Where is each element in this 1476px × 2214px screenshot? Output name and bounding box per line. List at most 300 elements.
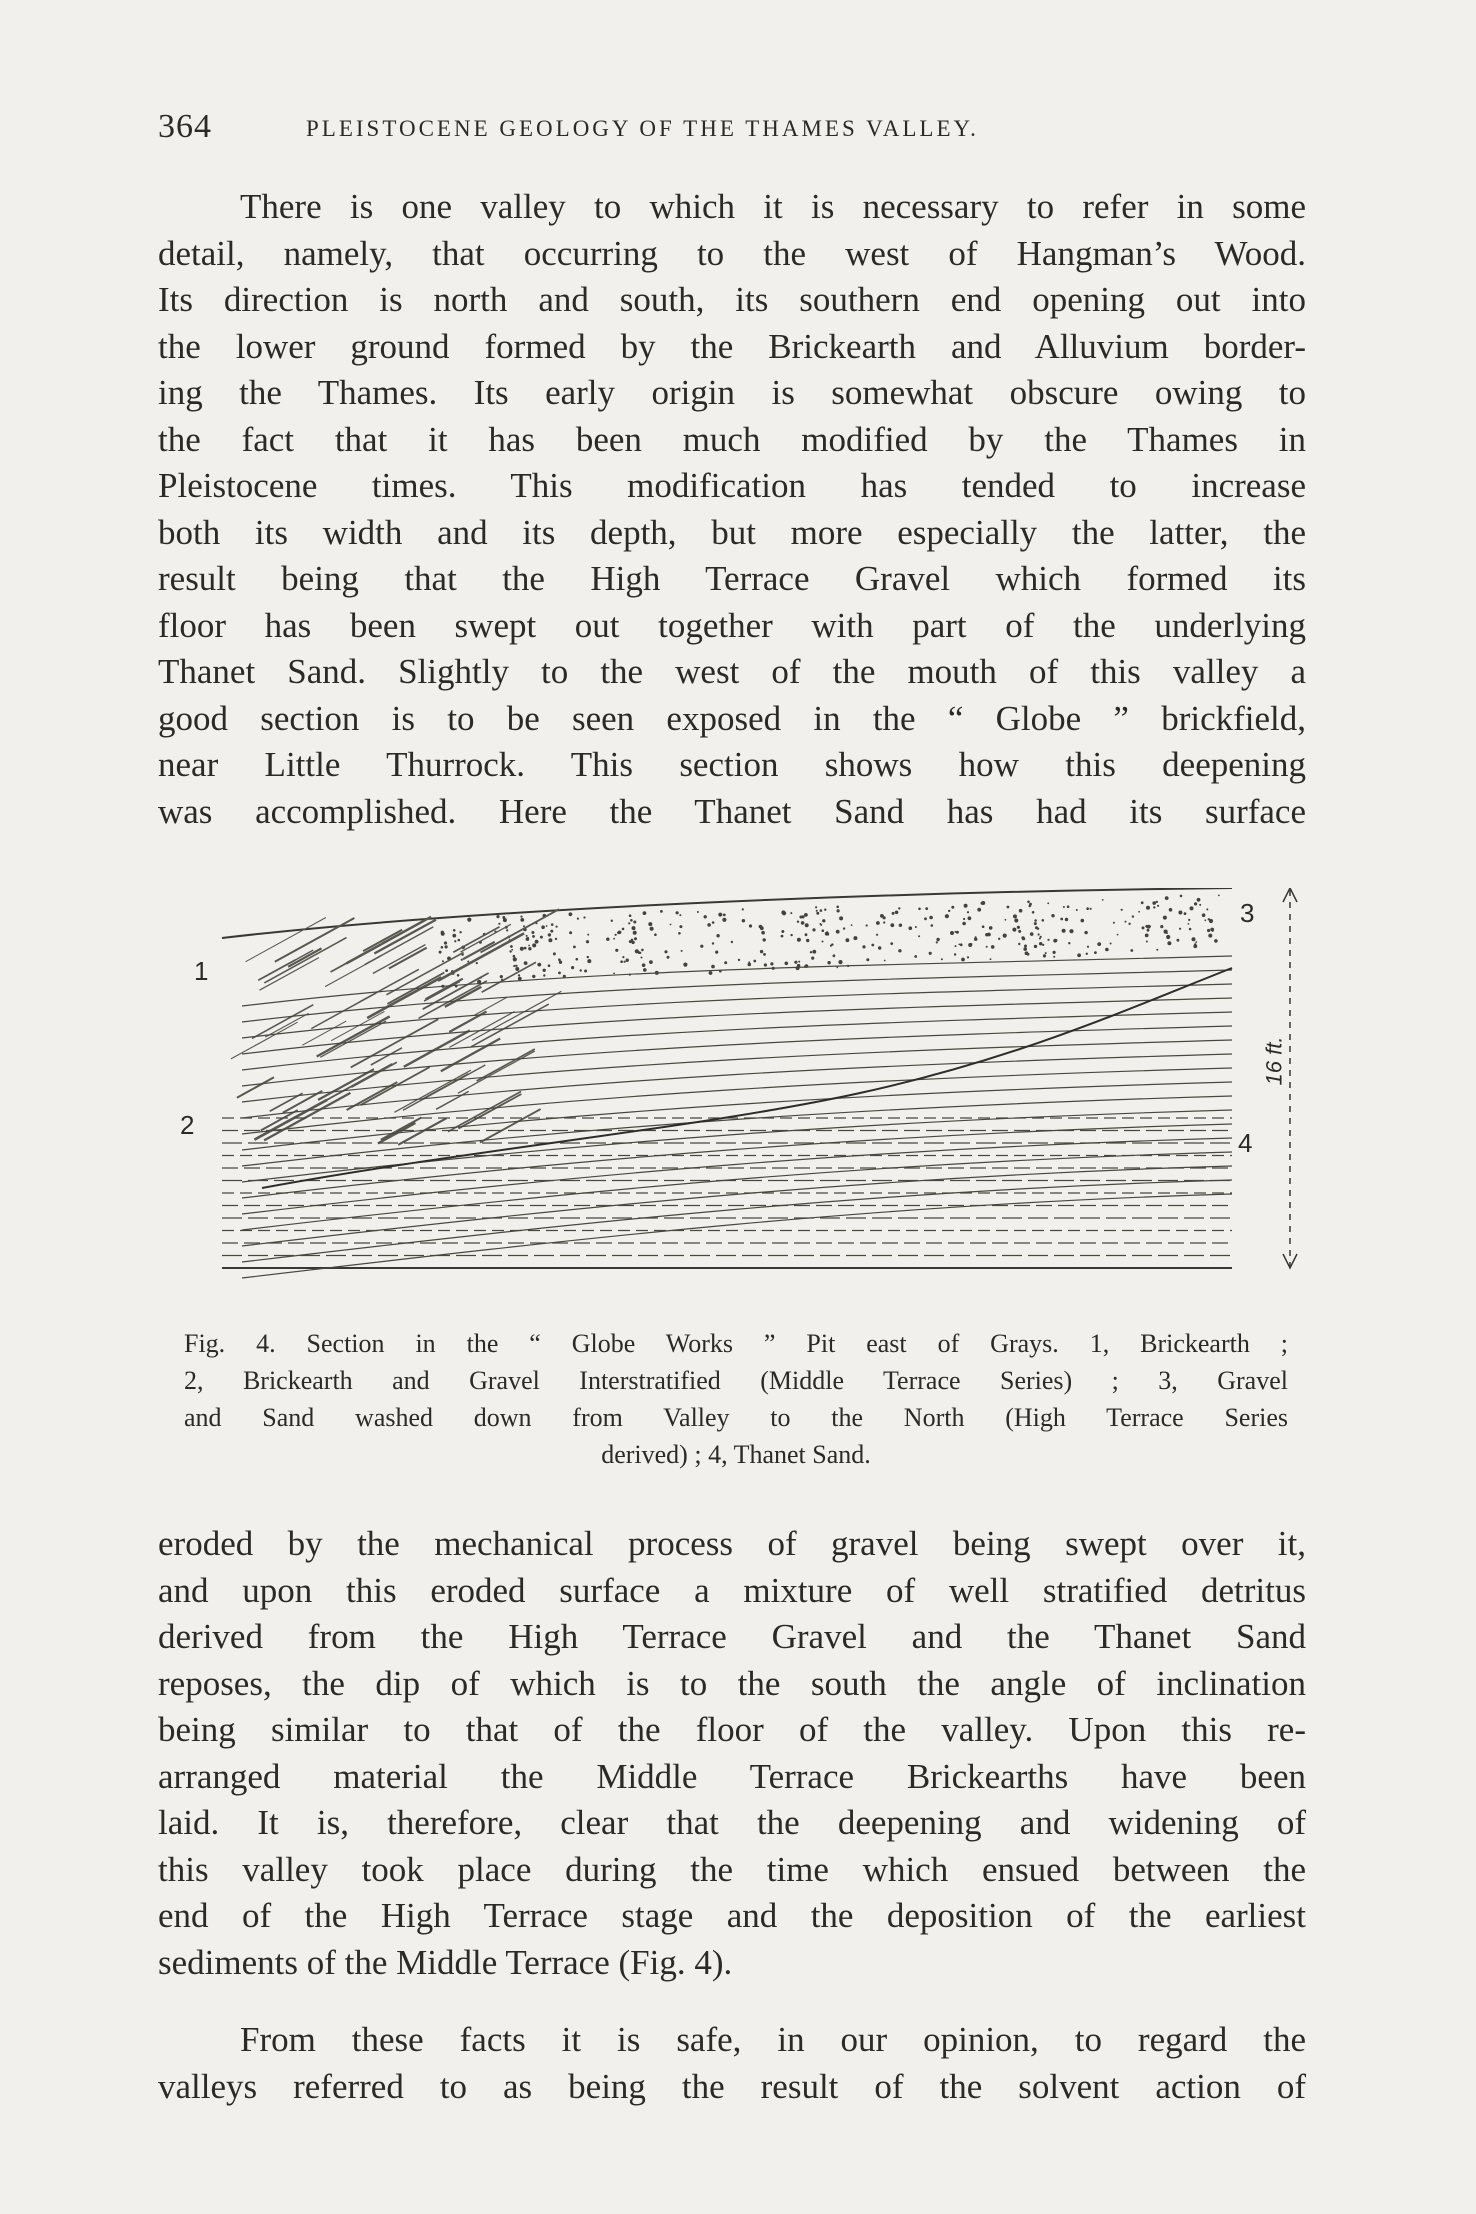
gravel-dot — [1022, 937, 1025, 940]
gravel-dot — [816, 910, 818, 912]
caption-line: and Sand washed down from Valley to the North (High Terrace Series — [184, 1403, 1288, 1432]
text-line: being similar to that of the floor of the valley. Upon this re- — [158, 1710, 1306, 1749]
gravel-dot — [890, 942, 893, 945]
brickearth-hatch — [394, 1070, 471, 1112]
gravel-dot — [442, 960, 444, 962]
brickearth-hatch — [436, 1091, 469, 1109]
text-line: arranged material the Middle Terrace Brickearths have been — [158, 1756, 1306, 1796]
gravel-dot — [1013, 914, 1017, 918]
gravel-dot — [918, 935, 920, 937]
gravel-dot — [553, 952, 556, 955]
gravel-dot — [453, 929, 456, 932]
brickearth-hatch — [441, 1039, 500, 1072]
gravel-dot — [1012, 928, 1016, 932]
gravel-dot — [1177, 939, 1180, 942]
gravel-dot — [948, 910, 950, 912]
gravel-dot — [1081, 919, 1085, 923]
gravel-dot — [1163, 916, 1167, 920]
gravel-dot — [1053, 939, 1057, 943]
gravel-dot — [1208, 934, 1212, 938]
gravel-dot — [815, 906, 817, 908]
gravel-dot — [1038, 933, 1040, 935]
gravel-dot — [681, 950, 683, 952]
gravel-dot — [664, 950, 667, 953]
gravel-dot — [961, 958, 965, 962]
gravel-dot — [697, 911, 699, 913]
layer-label-2: 2 — [180, 1110, 195, 1140]
text-line: Pleistocene times. This modification has tended to increase — [158, 466, 1306, 505]
gravel-dot — [712, 921, 715, 924]
gravel-dot — [540, 936, 543, 939]
gravel-dot — [439, 951, 442, 954]
gravel-dot — [1138, 911, 1140, 913]
gravel-dot — [1018, 930, 1021, 933]
gravel-dot — [515, 967, 519, 971]
gravel-dot — [1034, 922, 1037, 925]
gravel-dot — [820, 924, 822, 926]
gravel-dot — [670, 924, 672, 926]
gravel-dot — [532, 943, 536, 947]
caption-line: derived) ; 4, Thanet Sand. — [601, 1440, 871, 1469]
gravel-dot — [951, 906, 954, 909]
gravel-dot — [781, 910, 785, 914]
gravel-dot — [1039, 938, 1041, 940]
gravel-dot — [496, 915, 499, 918]
text-line: and upon this eroded surface a mixture of well stratified detritus — [158, 1570, 1306, 1610]
layer-label-1: 1 — [194, 956, 209, 986]
gravel-dot — [1065, 918, 1068, 921]
gravel-dot — [723, 914, 726, 917]
gravel-dot — [820, 909, 823, 912]
gravel-dot — [964, 904, 968, 908]
gravel-dot — [1125, 921, 1127, 923]
gravel-dot — [1190, 906, 1194, 910]
gravel-dot — [537, 963, 541, 967]
gravel-dot — [1179, 928, 1181, 930]
gravel-dot — [967, 911, 969, 913]
gravel-dot — [1086, 953, 1088, 955]
gravel-dot — [1207, 929, 1210, 932]
gravel-dot — [520, 918, 524, 922]
gravel-dot — [1209, 919, 1213, 923]
gravel-dot — [977, 908, 981, 912]
gravel-dot — [1047, 939, 1049, 941]
gravel-dot — [526, 935, 528, 937]
gravel-dot — [1204, 919, 1206, 921]
gravel-dot — [571, 966, 574, 969]
gravel-dot — [1146, 906, 1150, 910]
gravel-dot — [1043, 954, 1046, 957]
brickearth-hatch — [315, 1064, 392, 1107]
gravel-dot — [511, 949, 513, 951]
gravel-dot — [559, 961, 562, 964]
gravel-dot — [1202, 913, 1206, 917]
gravel-dot — [622, 928, 625, 931]
brickearth-hatch — [360, 969, 419, 1002]
gravel-dot — [1199, 904, 1201, 906]
gravel-dot — [1105, 948, 1109, 952]
gravel-dot — [763, 953, 766, 956]
gravel-dot — [550, 930, 553, 933]
gravel-dot — [1153, 906, 1155, 908]
gravel-dot — [974, 938, 977, 941]
gravel-dot — [866, 958, 869, 961]
gravel-dot — [679, 914, 681, 916]
brickearth-hatch — [458, 1051, 535, 1093]
gravel-dot — [1156, 949, 1158, 951]
gravel-dot — [584, 970, 587, 973]
gravel-dot — [630, 919, 633, 922]
gravel-dot — [569, 931, 572, 934]
gravel-dot — [1067, 905, 1070, 908]
text-line: end of the High Terrace stage and the deposition of the earliest — [158, 1896, 1306, 1935]
gravel-dot — [1030, 932, 1034, 936]
gravel-dot — [615, 934, 617, 936]
text-line: this valley took place during the time which ensued between the — [158, 1849, 1306, 1889]
gravel-dot — [445, 969, 448, 972]
text-line: the fact that it has been much modified by the Thames in — [158, 419, 1306, 459]
bedding-line — [242, 1040, 1232, 1102]
gravel-dot — [1128, 923, 1130, 925]
gravel-dot — [924, 917, 927, 920]
text-line: sediments of the Middle Terrace (Fig. 4). — [158, 1942, 733, 1982]
gravel-dot — [1218, 895, 1220, 897]
gravel-dot — [444, 941, 447, 944]
text-line: good section is to be seen exposed in the “ Globe ” brickfield, — [158, 698, 1306, 738]
section-drawing — [180, 888, 1310, 1288]
gravel-dot — [826, 932, 829, 935]
gravel-dot — [620, 960, 623, 963]
gravel-dot — [1045, 952, 1047, 954]
gravel-dot — [862, 945, 865, 948]
gravel-dot — [587, 934, 589, 936]
text-line: the lower ground formed by the Brickearth and Alluvium border- — [158, 326, 1306, 366]
layer-label-4: 4 — [1238, 1128, 1253, 1158]
gravel-dot — [898, 907, 900, 909]
gravel-dot — [954, 953, 956, 955]
gravel-dot — [936, 941, 938, 943]
gravel-dot — [1019, 909, 1023, 913]
gravel-dot — [1034, 945, 1037, 948]
gravel-dot — [1086, 907, 1089, 910]
text-line: eroded by the mechanical process of gravel being swept over it, — [158, 1524, 1306, 1563]
text-line: derived from the High Terrace Gravel and the Thanet Sand — [158, 1617, 1306, 1656]
gravel-dot — [506, 929, 508, 931]
text-line: result being that the High Terrace Gravel which formed its — [158, 559, 1306, 598]
gravel-dot — [878, 946, 881, 949]
gravel-dot — [569, 912, 573, 916]
gravel-dot — [1157, 905, 1159, 907]
gravel-dot — [555, 938, 557, 940]
gravel-dot — [941, 958, 943, 960]
gravel-dot — [1042, 944, 1044, 946]
gravel-dot — [643, 968, 647, 972]
gravel-dot — [1206, 908, 1208, 910]
gravel-dot — [797, 964, 800, 967]
gravel-dot — [628, 922, 630, 924]
gravel-dot — [955, 945, 957, 947]
gravel-dot — [629, 914, 632, 917]
gravel-dot — [914, 955, 917, 958]
gravel-dot — [700, 945, 703, 948]
gravel-dot — [790, 912, 792, 914]
gravel-dot — [898, 949, 901, 952]
gravel-dot — [1184, 912, 1187, 915]
brickearth-hatch — [237, 1077, 274, 1097]
gravel-dot — [660, 910, 663, 913]
ground-surface-line — [222, 888, 1232, 938]
gravel-dot — [968, 916, 972, 920]
gravel-dot — [1121, 909, 1123, 911]
gravel-dot — [531, 931, 534, 934]
gravel-dot — [843, 927, 845, 929]
gravel-dot — [989, 926, 993, 930]
gravel-dot — [577, 918, 579, 920]
gravel-dot — [1178, 911, 1182, 915]
bedding-line — [242, 1026, 1232, 1086]
bedding-line — [242, 1194, 1232, 1278]
text-line: both its width and its depth, but more especially the latter, the — [158, 512, 1306, 552]
gravel-dot — [1167, 941, 1171, 945]
gravel-dot — [1195, 941, 1197, 943]
gravel-dot — [548, 964, 551, 967]
gravel-dot — [836, 906, 839, 909]
gravel-dot — [520, 916, 522, 918]
gravel-dot — [454, 940, 456, 942]
text-line: laid. It is, therefore, clear that the deepening and widening of — [158, 1803, 1306, 1842]
gravel-dot — [617, 931, 620, 934]
gravel-dot — [833, 954, 836, 957]
gravel-dot — [1090, 908, 1092, 910]
gravel-dot — [876, 934, 878, 936]
gravel-dot — [950, 931, 954, 935]
gravel-dot — [797, 921, 799, 923]
gravel-dot — [631, 939, 634, 942]
gravel-dot — [1024, 945, 1027, 948]
gravel-dot — [613, 938, 615, 940]
gravel-dot — [790, 934, 792, 936]
gravel-dot — [500, 975, 503, 978]
gravel-dot — [876, 921, 880, 925]
gravel-dot — [642, 963, 646, 967]
gravel-dot — [761, 931, 765, 935]
brickearth-hatch — [445, 987, 482, 1007]
brickearth-hatch — [231, 1022, 298, 1059]
gravel-dot — [722, 918, 726, 922]
page-number: 364 — [158, 108, 212, 145]
gravel-dot — [810, 951, 812, 953]
gravel-dot — [1014, 919, 1018, 923]
height-label: 16 ft. — [1261, 1036, 1287, 1086]
gravel-dot — [532, 935, 535, 938]
gravel-dot — [1194, 943, 1196, 945]
gravel-dot — [556, 926, 558, 928]
geological-section-figure — [180, 888, 1310, 1288]
page-header — [158, 108, 1168, 158]
text-line: detail, namely, that occurring to the west of Hangman’s Wood. — [158, 233, 1306, 273]
gravel-dot — [798, 961, 800, 963]
gravel-dot — [1102, 899, 1104, 901]
paragraph-3 — [158, 2017, 1306, 2110]
gravel-dot — [633, 931, 637, 935]
text-line: was accomplished. Here the Thanet Sand has had its surface — [158, 791, 1306, 831]
gravel-dot — [827, 961, 830, 964]
gravel-dot — [587, 956, 589, 958]
gravel-dot — [945, 914, 949, 918]
gravel-dot — [503, 918, 507, 922]
gravel-dot — [558, 958, 561, 961]
gravel-dot — [909, 926, 913, 930]
gravel-dot — [866, 924, 868, 926]
gravel-dot — [982, 925, 985, 928]
gravel-dot — [520, 947, 524, 951]
gravel-dot — [709, 971, 713, 975]
gravel-dot — [1166, 935, 1170, 939]
text-line: ing the Thames. Its early origin is somewhat obscure owing to — [158, 373, 1306, 412]
gravel-dot — [837, 909, 840, 912]
gravel-dot — [1146, 941, 1148, 943]
gravel-dot — [968, 943, 972, 947]
gravel-dot — [1007, 906, 1010, 909]
text-line: There is one valley to which it is necessary to refer in some — [240, 187, 1306, 226]
gravel-dot — [548, 938, 552, 942]
gravel-dot — [760, 926, 764, 930]
gravel-dot — [518, 974, 520, 976]
text-line: Its direction is north and south, its southern end opening out into — [158, 280, 1306, 319]
brickearth-hatch — [371, 1048, 402, 1065]
gravel-dot — [679, 925, 682, 928]
gravel-dot — [711, 965, 715, 969]
figure-caption — [184, 1325, 1288, 1473]
gravel-dot — [806, 939, 809, 942]
gravel-dot — [816, 912, 819, 915]
gravel-dot — [1113, 922, 1115, 924]
gravel-dot — [551, 923, 554, 926]
gravel-dot — [785, 962, 789, 966]
gravel-dot — [1165, 896, 1169, 900]
brickearth-hatch — [403, 1065, 485, 1110]
gravel-dot — [1069, 929, 1073, 933]
gravel-dot — [1194, 902, 1197, 905]
gravel-dot — [822, 919, 825, 922]
gravel-dot — [528, 947, 531, 950]
gravel-dot — [884, 960, 886, 962]
gravel-dot — [613, 973, 615, 975]
gravel-dot — [731, 941, 733, 943]
gravel-dot — [643, 911, 647, 915]
gravel-dot — [467, 918, 471, 922]
gravel-dot — [1076, 909, 1078, 911]
gravel-dot — [543, 974, 545, 976]
gravel-dot — [960, 943, 963, 946]
gravel-dot — [716, 934, 719, 937]
gravel-dot — [704, 915, 707, 918]
gravel-dot — [513, 955, 516, 958]
gravel-dot — [632, 926, 636, 930]
paragraph-1 — [158, 184, 1306, 835]
gravel-dot — [573, 946, 576, 949]
gravel-dot — [1047, 902, 1049, 904]
gravel-dot — [648, 922, 652, 926]
text-line: near Little Thurrock. This section shows how this deepening — [158, 745, 1306, 784]
gravel-dot — [899, 924, 902, 927]
gravel-dot — [626, 959, 629, 962]
gravel-dot — [678, 932, 681, 935]
gravel-dot — [541, 925, 545, 929]
gravel-dot — [622, 956, 624, 958]
gravel-dot — [839, 916, 843, 920]
gravel-dot — [524, 961, 528, 965]
gravel-dot — [1110, 943, 1112, 945]
gravel-dot — [1034, 919, 1037, 922]
gravel-dot — [1077, 953, 1081, 957]
gravel-dot — [781, 930, 784, 933]
gravel-dot — [558, 972, 561, 975]
gravel-dot — [1027, 901, 1030, 904]
gravel-dot — [1068, 942, 1070, 944]
gravel-dot — [846, 938, 850, 942]
gravel-dot — [1132, 915, 1134, 917]
gravel-dot — [764, 963, 767, 966]
gravel-dot — [797, 938, 801, 942]
gravel-dot — [760, 950, 763, 953]
gravel-dot — [1087, 946, 1089, 948]
paragraph-2 — [158, 1521, 1306, 1986]
gravel-dot — [1032, 911, 1035, 914]
gravel-dot — [836, 930, 840, 934]
gravel-dot — [498, 923, 500, 925]
gravel-dot — [633, 921, 636, 924]
gravel-dot — [457, 974, 460, 977]
gravel-dot — [1039, 942, 1042, 945]
gravel-dot — [1062, 929, 1066, 933]
text-line: floor has been swept out together with part of the underlying — [158, 605, 1306, 645]
gravel-dot — [880, 914, 884, 918]
gravel-dot — [831, 943, 833, 945]
gravel-dot — [546, 925, 548, 927]
gravel-dot — [1053, 956, 1055, 958]
gravel-dot — [956, 931, 959, 934]
gravel-dot — [515, 965, 517, 967]
gravel-dot — [936, 938, 939, 941]
gravel-dot — [812, 950, 816, 954]
gravel-dot — [1141, 901, 1144, 904]
gravel-dot — [1060, 918, 1063, 921]
gravel-dot — [763, 938, 766, 941]
text-line: reposes, the dip of which is to the south the angle of inclination — [158, 1663, 1306, 1703]
gravel-dot — [1025, 951, 1029, 955]
gravel-dot — [963, 918, 965, 920]
gravel-dot — [1018, 943, 1020, 945]
gravel-dot — [801, 921, 805, 925]
running-title: PLEISTOCENE GEOLOGY OF THE THAMES VALLEY. — [306, 116, 979, 141]
gravel-dot — [513, 965, 515, 967]
bedding-line — [242, 1012, 1232, 1070]
gravel-dot — [811, 957, 814, 960]
gravel-dot — [805, 923, 809, 927]
gravel-dot — [1042, 919, 1045, 922]
gravel-dot — [929, 916, 933, 920]
gravel-dot — [1117, 934, 1119, 936]
gravel-dot — [458, 939, 461, 942]
gravel-dot — [838, 960, 842, 964]
gravel-dot — [918, 908, 921, 911]
gravel-dot — [707, 923, 711, 927]
gravel-dot — [1097, 942, 1101, 946]
gravel-dot — [1084, 931, 1087, 934]
gravel-dot — [1053, 951, 1056, 954]
gravel-dot — [742, 908, 744, 910]
